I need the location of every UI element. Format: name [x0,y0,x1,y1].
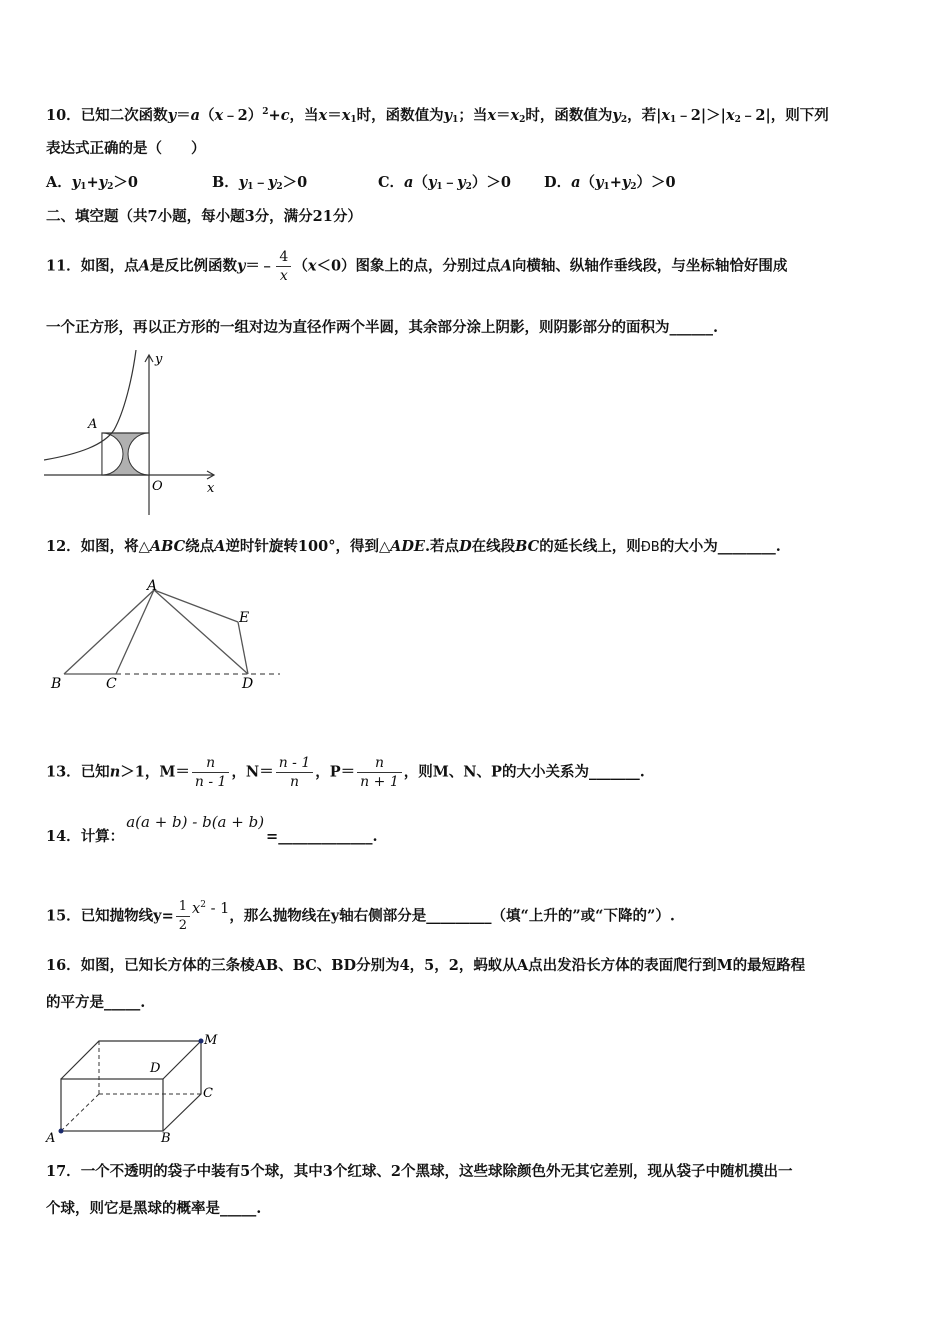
question-number: 13． [46,763,81,781]
superscript: 2 [262,107,269,117]
var-y: y [594,174,604,191]
eq-sign: ＝ [495,107,511,124]
math-expression: - 1 [205,900,230,917]
var-x: x [307,257,317,275]
var-A: A [138,257,150,275]
q17-line1 [46,1162,792,1182]
question-number: 11． [46,257,81,275]
q11-line1 [46,248,787,285]
eq-sign: ＝ [176,107,191,124]
subscript: 2 [107,182,114,192]
angle-symbol: ÐB [640,540,660,555]
q11-figure [44,350,234,515]
var-x: x [487,107,496,124]
label-A: A [46,1131,56,1145]
numerator: n [192,754,230,773]
var-A: A [214,538,226,555]
segment-AE [154,590,238,622]
numerator: 4 [276,248,291,267]
var-x: x [725,107,735,124]
fraction-N [276,754,314,791]
q10-text: ﹣2） [223,107,263,124]
var-x: x [661,107,671,124]
q16-line1 [46,956,805,976]
fraction-M [192,754,230,791]
q12-text: .若点 [425,538,460,555]
top-face [61,1041,201,1079]
option-tail: ＞0 [282,174,308,191]
q10-text: + [268,107,281,124]
q13-text: 已知 [80,763,110,781]
var-a: a [571,174,581,191]
subscript: 1 [436,182,443,192]
q10-text: 时，函数值为 [356,107,444,124]
var-y: y [427,174,437,191]
denominator: n - 1 [194,774,227,790]
q13-text: ＞1，M＝ [120,763,190,781]
var-y: y [236,257,246,275]
q17-text: 一个不透明的袋子中装有5个球，其中3个红球、2个黑球，这些球除颜色外无其它差别，现从袋子中随机摸出一 [80,1163,793,1180]
var-y: y [238,174,248,191]
subscript: 2 [620,115,628,125]
var-c: c [280,107,290,124]
q10-text: 时，函数值为 [525,107,613,124]
label-y: y [155,352,163,367]
q11-line2: 一个正方形，再以正方形的一组对边为直径作两个半圆，其余部分涂上阴影，则阴影部分的面积为______. [46,319,719,336]
question-number: 15． [46,907,81,925]
point-A [59,1129,64,1134]
question-number: 10． [46,107,81,124]
var-x: x [510,107,520,124]
label-B: B [51,676,62,692]
q16-figure [44,1030,234,1145]
option-b[interactable] [212,173,307,197]
hidden-edge [61,1094,99,1131]
var-a: a [190,107,201,124]
denominator: n [289,774,299,790]
front-face [61,1079,163,1131]
q10-text: ，当 [289,107,319,124]
label-A: A [147,578,158,594]
q13-text: ，N＝ [231,763,274,781]
var-y: y [612,107,621,124]
segment-AC [116,590,154,674]
q10-text: 已知二次函数 [80,107,168,124]
var-y: y [71,174,81,191]
q12-figure [44,578,284,693]
q11-text: ＝﹣ [245,257,275,275]
subscript: 1 [670,115,677,125]
var-n: n [109,763,121,781]
q11-text: ＜0）图象上的点，分别过点 [316,257,501,275]
q16-text: 如图，已知长方体的三条棱AB、BC、BD分别为4，5，2，蚂蚁从A点出发沿长方体的表面爬行到M的最短路程 [80,957,806,974]
option-c[interactable] [378,173,511,197]
q12-text: 的延长线上，则 [539,538,641,555]
var-y: y [167,107,177,124]
superscript: 2 [200,899,206,910]
option-d[interactable] [544,173,676,197]
option-label: B． [212,174,239,191]
fraction-P [357,754,402,791]
label-D: D [242,676,254,692]
segment-BC: BC [515,538,540,555]
label-D: D [150,1061,161,1076]
q10-line2: 表达式正确的是（ ） [46,140,206,157]
paren: （ [580,174,595,191]
denominator: x [279,268,288,284]
q12-line [46,537,781,558]
var-x: x [341,107,351,124]
q14-text: 计算： [80,828,125,845]
var-y: y [457,174,466,191]
var-y: y [621,174,631,191]
subscript: 1 [247,182,254,192]
math-expression: a(a + b) - b(a + b) [126,813,265,831]
label-M: M [204,1033,218,1048]
option-tail: ）＞0 [636,174,676,191]
segment-AB [64,590,154,674]
label-C: C [203,1086,213,1101]
denominator: n + 1 [360,774,399,790]
q10-text: ﹣2|，则下列 [740,107,829,124]
var-x: x [318,107,328,124]
q14-text: =_____________. [266,828,378,845]
label-C: C [106,676,117,692]
section-heading: 二、填空题（共7小题，每小题3分，满分21分） [46,208,362,225]
op: ﹣ [442,174,458,191]
op: + [86,174,99,191]
label-B: B [161,1131,171,1145]
triangle-ADE: ADE [390,538,425,555]
label-O: O [152,479,163,494]
question-number: 16． [46,957,81,974]
paren: （ [413,174,428,191]
option-tail: ）＞0 [471,174,511,191]
option-label: C． [378,174,405,191]
var-a: a [404,174,414,191]
q12-text: 逆时针旋转100°，得到△ [225,538,391,555]
fraction-half [176,898,190,935]
q13-line [46,754,645,791]
q13-text: ，P＝ [315,763,356,781]
var-y: y [267,174,277,191]
point-M [199,1039,204,1044]
q10-text: ；当 [458,107,488,124]
q10-text: ，若| [627,107,662,124]
q12-text: 如图，将△ [80,538,150,555]
var-A: A [500,257,512,275]
label-A: A [88,417,98,432]
option-a[interactable] [46,173,138,197]
option-tail: ＞0 [113,174,138,191]
q11-text: 向横轴、纵轴作垂线段，与坐标轴恰好围成 [511,257,788,275]
op: + [609,174,622,191]
triangle-ABC: ABC [149,538,186,555]
subscript: 1 [452,115,459,125]
fraction [276,248,291,285]
subscript: 2 [519,115,526,125]
q15-line [46,898,675,935]
numerator: n [357,754,402,773]
option-label: A． [46,174,72,191]
q12-text: 绕点 [185,538,215,555]
op: ﹣ [253,174,268,191]
subscript: 1 [603,182,610,192]
question-number: 12． [46,538,81,555]
subscript: 2 [276,182,283,192]
q11-text: （ [293,257,308,275]
q10-line1 [46,102,829,130]
var-y: y [98,174,108,191]
subscript: 1 [350,115,357,125]
var-x: x [192,900,201,917]
eq-sign: ＝ [327,107,342,124]
q17-line2: 个球，则它是黑球的概率是_____. [46,1200,262,1217]
subscript: 2 [734,115,741,125]
subscript: 2 [630,182,637,192]
var-x: x [214,107,224,124]
segment-AD [154,590,248,674]
var-D: D [459,538,472,555]
numerator: n - 1 [276,754,314,773]
q12-text: 的大小为________. [659,538,781,555]
q16-line2: 的平方是_____. [46,994,146,1011]
q11-text: 是反比例函数 [149,257,237,275]
q13-text: ，则M、N、P的大小关系为_______. [403,763,645,781]
question-number: 17． [46,1163,81,1180]
option-label: D． [544,174,572,191]
q14-line [46,813,378,847]
q11-text: 如图，点 [80,257,139,275]
q10-text: ﹣2|＞| [676,107,726,124]
subscript: 2 [465,182,472,192]
q15-text: 已知抛物线y= [80,907,174,925]
label-x: x [207,481,215,496]
question-number: 14． [46,828,81,845]
subscript: 1 [80,182,87,192]
right-face [163,1041,201,1131]
denominator: 2 [178,918,188,933]
q15-text: ，那么抛物线在y轴右侧部分是_________（填“上升的”或“下降的”）. [229,907,675,925]
q12-text: 在线段 [471,538,516,555]
label-E: E [239,610,250,626]
q10-text: （ [200,107,215,124]
numerator: 1 [176,898,190,917]
var-y: y [443,107,453,124]
